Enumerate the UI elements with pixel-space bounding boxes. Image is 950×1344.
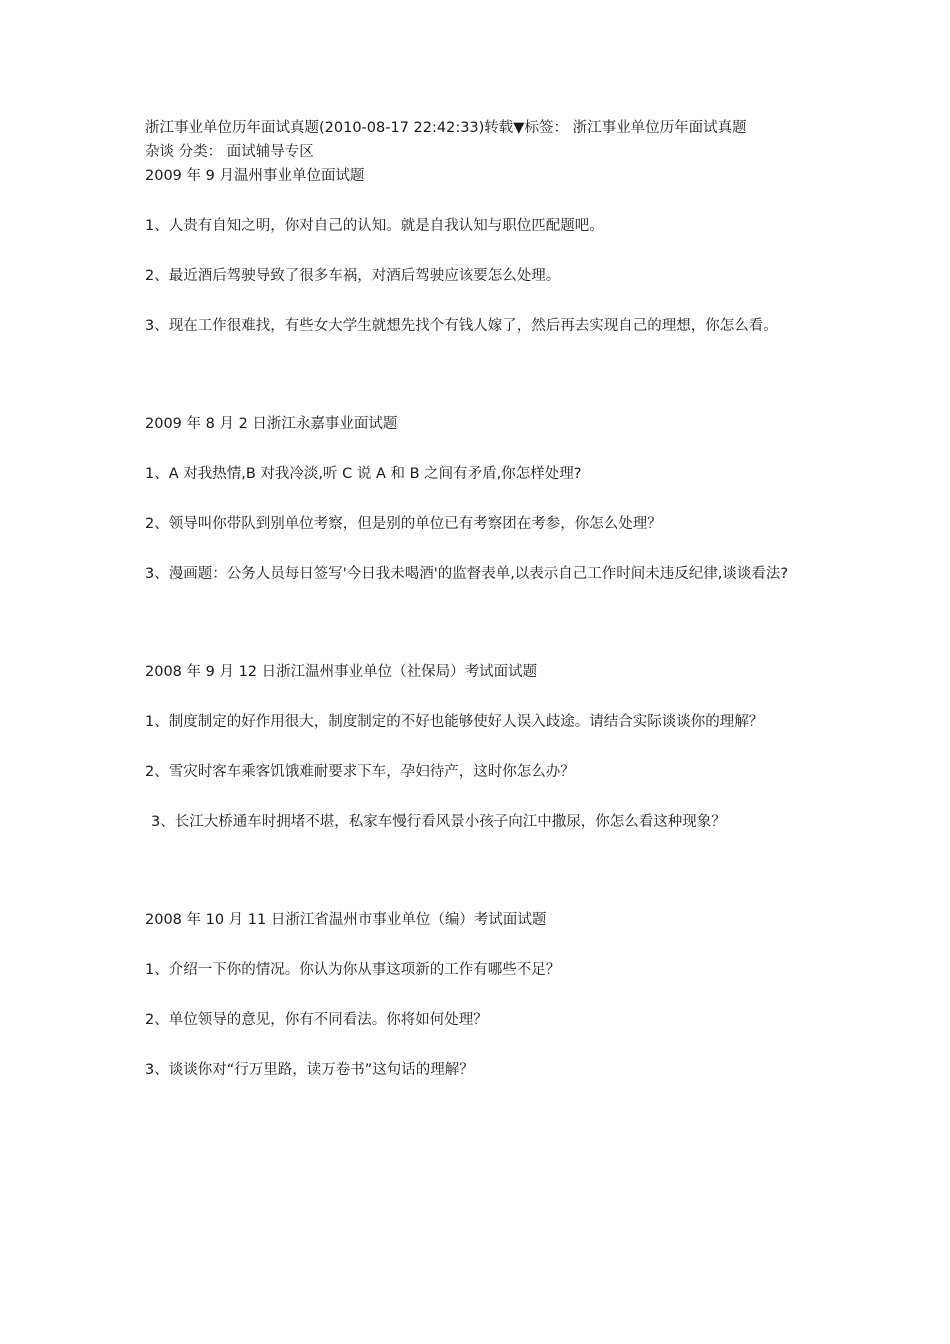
section-title: 2008 年 10 月 11 日浙江省温州市事业单位（编）考试面试题 — [145, 912, 547, 928]
question-item: 3、漫画题：公务人员每日签写'今日我未喝酒'的监督表单,以表示自己工作时间未违反纪律,谈谈看法? — [145, 566, 789, 582]
question-item: 1、制度制定的好作用很大，制度制定的不好也能够使好人误入歧途。请结合实际谈谈你的理解？ — [145, 714, 764, 730]
question-item: 2、单位领导的意见，你有不同看法。你将如何处理？ — [145, 1012, 488, 1028]
doc-header-line-2: 杂谈 分类： 面试辅导专区 — [145, 144, 314, 160]
question-item: 2、雪灾时客车乘客饥饿难耐要求下车，孕妇待产，这时你怎么办？ — [145, 764, 575, 780]
document-body — [145, 116, 815, 1082]
question-item: 3、长江大桥通车时拥堵不堪，私家车慢行看风景小孩子向江中撒尿，你怎么看这种现象？ — [151, 814, 726, 830]
section-title: 2009 年 8 月 2 日浙江永嘉事业面试题 — [145, 416, 398, 432]
section-title: 2008 年 9 月 12 日浙江温州事业单位（社保局）考试面试题 — [145, 664, 538, 680]
question-item: 1、介绍一下你的情况。你认为你从事这项新的工作有哪些不足？ — [145, 962, 561, 978]
question-item: 3、现在工作很难找，有些女大学生就想先找个有钱人嫁了，然后再去实现自己的理想，你怎么看。 — [145, 318, 778, 334]
question-item: 3、谈谈你对“行万里路，读万卷书”这句话的理解？ — [145, 1062, 474, 1078]
question-item: 2、最近酒后驾驶导致了很多车祸，对酒后驾驶应该要怎么处理。 — [145, 268, 561, 284]
section-title: 2009 年 9 月温州事业单位面试题 — [145, 168, 365, 184]
question-item: 1、A 对我热情,B 对我冷淡,听 C 说 A 和 B 之间有矛盾,你怎样处理? — [145, 466, 582, 482]
doc-header-line-1: 浙江事业单位历年面试真题(2010-08-17 22:42:33)转载▼标签： 浙江事业单位历年面试真题 — [145, 120, 747, 136]
question-item: 2、领导叫你带队到别单位考察，但是别的单位已有考察团在考参，你怎么处理？ — [145, 516, 662, 532]
question-item: 1、人贵有自知之明，你对自己的认知。就是自我认知与职位匹配题吧。 — [145, 218, 604, 234]
